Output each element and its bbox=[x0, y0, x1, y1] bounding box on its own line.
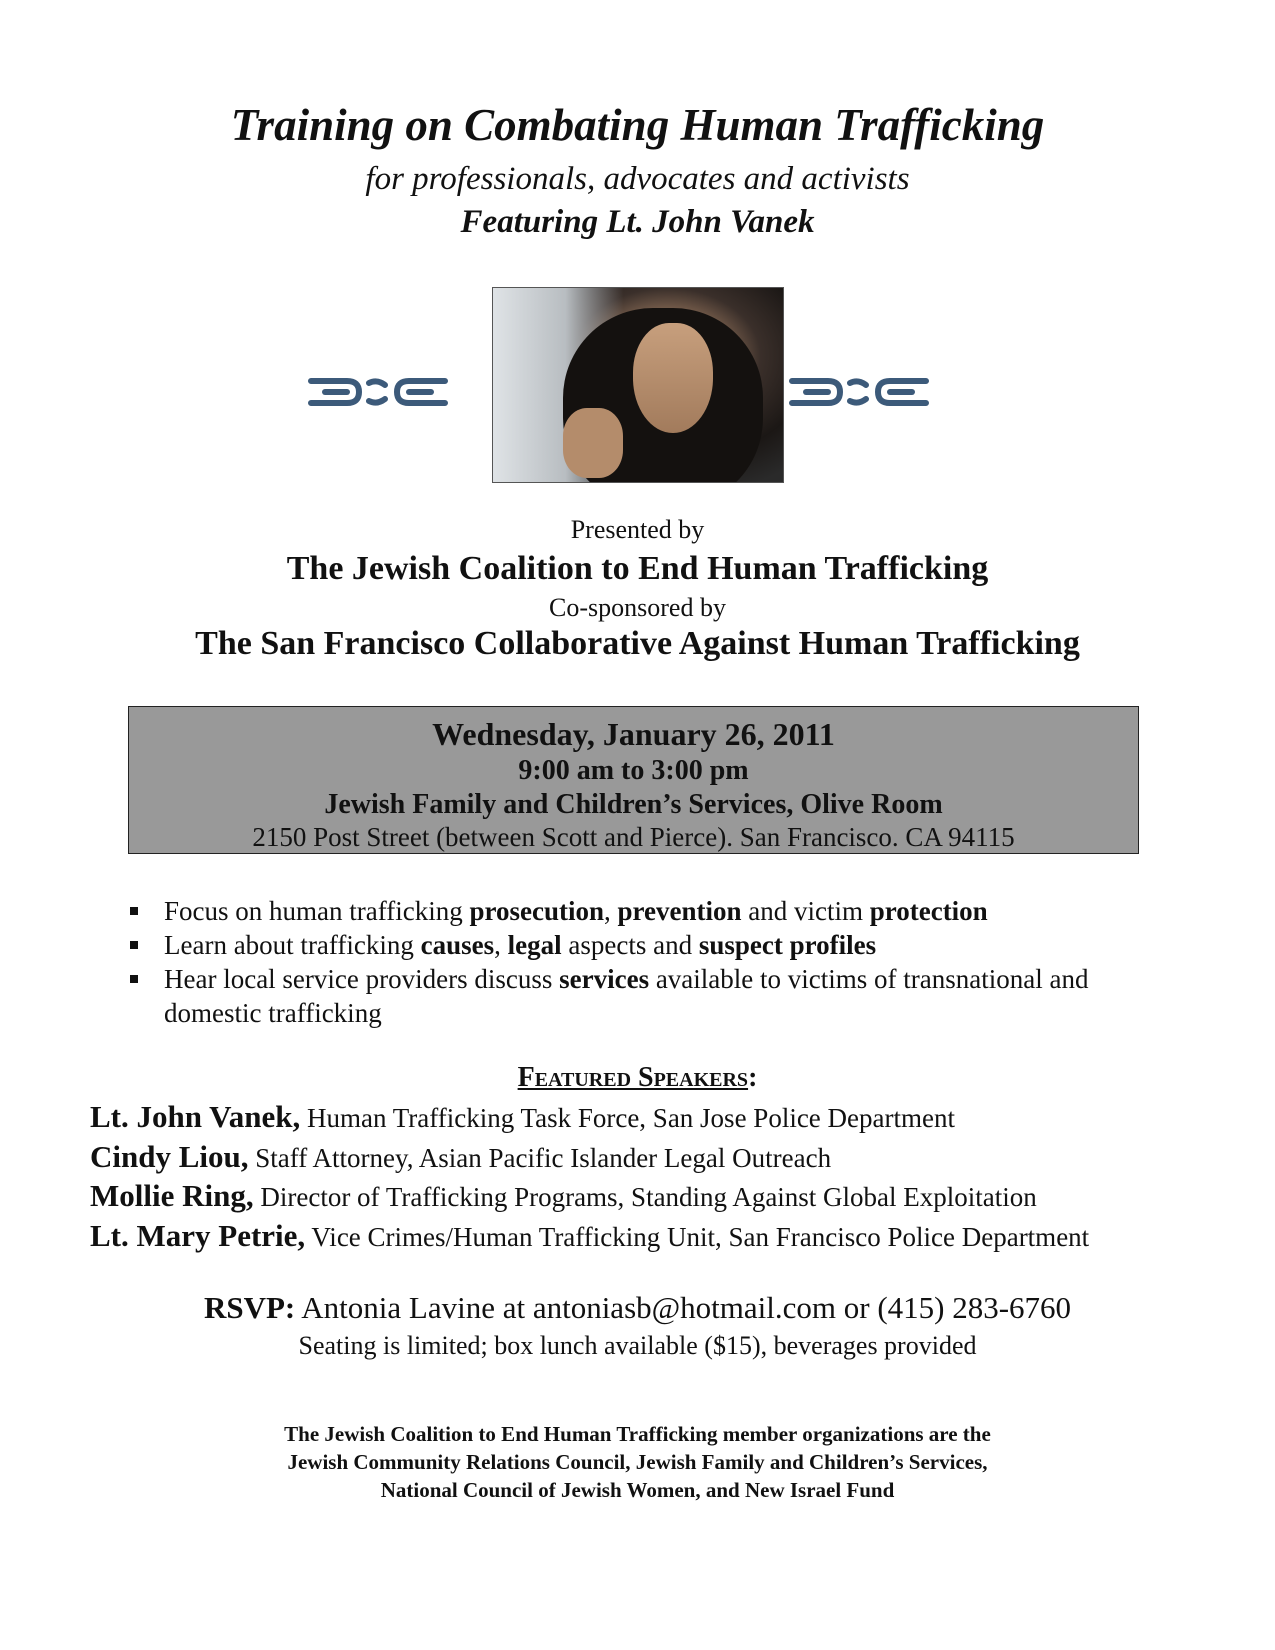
presented-by-label: Presented by bbox=[570, 515, 705, 544]
event-date: Wednesday, January 26, 2011 bbox=[432, 716, 835, 752]
list-item bbox=[128, 928, 1188, 962]
list-item bbox=[128, 894, 1188, 928]
speaker-name: Lt. John Vanek bbox=[90, 1099, 293, 1134]
speaker-row: Lt. Mary Petrie, Vice Crimes/Human Trafficking Unit, San Francisco Police Department bbox=[90, 1217, 1090, 1253]
speaker-name: Cindy Liou bbox=[90, 1138, 241, 1174]
rsvp-line bbox=[0, 1290, 1275, 1326]
speaker-role: Staff Attorney, Asian Pacific Islander Legal Outreach bbox=[248, 1142, 832, 1173]
event-subtitle: for professionals, advocates and activists bbox=[365, 161, 910, 197]
rsvp-label: RSVP: bbox=[203, 1290, 296, 1325]
bullet-square-icon bbox=[130, 941, 138, 949]
speaker-row: Mollie Ring, Director of Trafficking Programs, Standing Against Global Exploitation bbox=[90, 1178, 1037, 1213]
bullet-text: Focus on human trafficking prosecution, prevention and victim protection bbox=[164, 896, 988, 926]
event-details-box bbox=[128, 706, 1139, 854]
bullet-text: Hear local service providers discuss services available to victims of transnational and domestic trafficking bbox=[164, 964, 1089, 1028]
woman-photo bbox=[492, 287, 784, 483]
event-title: Training on Combating Human Trafficking bbox=[230, 100, 1045, 150]
cosponsor-org: The San Francisco Collaborative Against Human Trafficking bbox=[195, 625, 1080, 662]
speakers-list bbox=[90, 1098, 1240, 1256]
bullet-square-icon bbox=[130, 975, 138, 983]
speaker-role: Human Trafficking Task Force, San Jose Police Department bbox=[300, 1103, 955, 1133]
broken-chain-left-icon bbox=[307, 373, 449, 411]
list-item bbox=[128, 962, 1188, 1030]
topics-list bbox=[128, 894, 1188, 1030]
broken-chain-right-icon bbox=[788, 373, 930, 411]
event-time: 9:00 am to 3:00 pm bbox=[518, 755, 749, 787]
event-address: 2150 Post Street (between Scott and Pierce). San Francisco. CA 94115 bbox=[252, 822, 1015, 853]
presenter-org: The Jewish Coalition to End Human Trafficking bbox=[286, 550, 989, 587]
featured-speakers-heading: Featured Speakers: bbox=[517, 1062, 758, 1093]
footer-line: Jewish Community Relations Council, Jewish Family and Children’s Services, bbox=[287, 1450, 988, 1474]
member-orgs-footer bbox=[0, 1420, 1275, 1504]
event-venue: Jewish Family and Children’s Services, Olive Room bbox=[324, 788, 943, 820]
seating-note: Seating is limited; box lunch available ($15), beverages provided bbox=[298, 1331, 977, 1360]
speaker-role: Vice Crimes/Human Trafficking Unit, San Francisco Police Department bbox=[305, 1221, 1090, 1252]
speaker-role: Director of Trafficking Programs, Standing Against Global Exploitation bbox=[253, 1182, 1037, 1212]
speaker-row: Lt. John Vanek, Human Trafficking Task Force, San Jose Police Department bbox=[90, 1099, 955, 1134]
speaker-name: Lt. Mary Petrie bbox=[90, 1217, 298, 1253]
footer-line: The Jewish Coalition to End Human Trafficking member organizations are the bbox=[284, 1422, 991, 1446]
bullet-square-icon bbox=[130, 907, 138, 915]
featuring-line: Featuring Lt. John Vanek bbox=[460, 204, 815, 240]
bullet-text: Learn about trafficking causes, legal aspects and suspect profiles bbox=[164, 930, 877, 960]
footer-line: National Council of Jewish Women, and New Israel Fund bbox=[380, 1478, 895, 1502]
speaker-row: Cindy Liou, Staff Attorney, Asian Pacific Islander Legal Outreach bbox=[90, 1138, 832, 1174]
cosponsored-by-label: Co-sponsored by bbox=[549, 593, 726, 622]
speaker-name: Mollie Ring bbox=[90, 1178, 246, 1213]
rsvp-contact: Antonia Lavine at antoniasb@hotmail.com or (415) 283-6760 bbox=[295, 1290, 1072, 1325]
